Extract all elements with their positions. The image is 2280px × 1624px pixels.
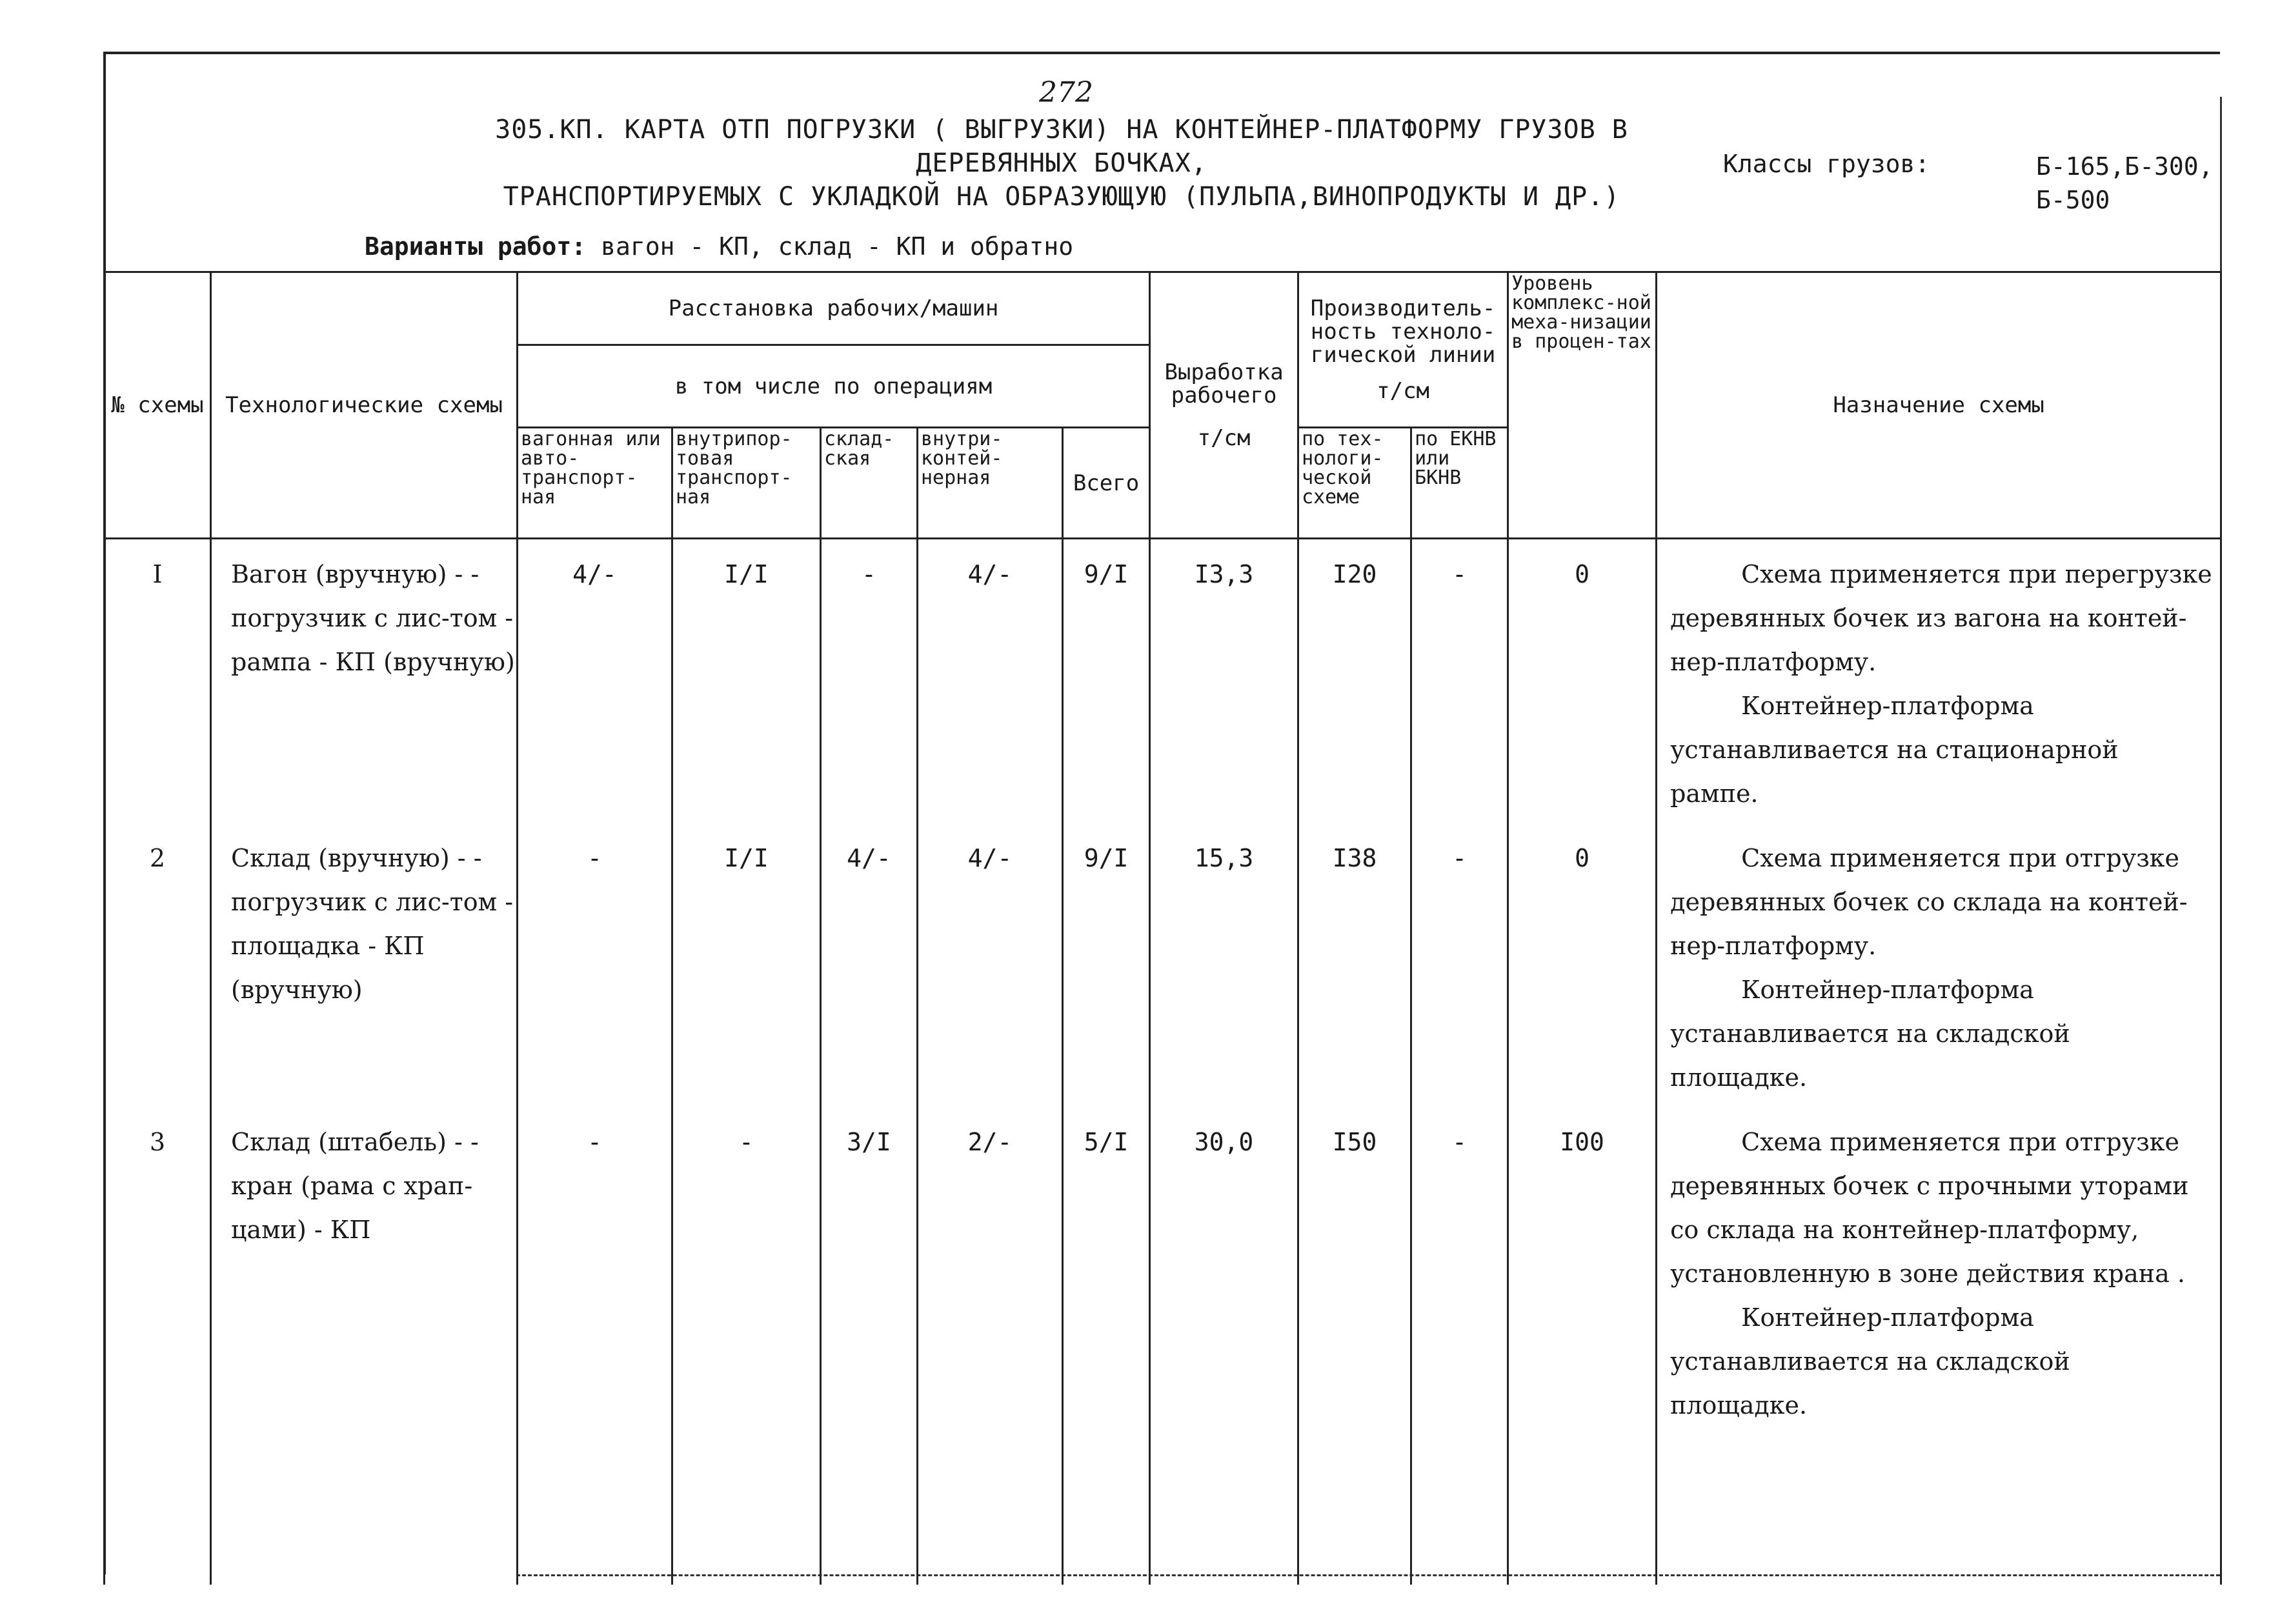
- cell-mechanization: 0: [1508, 539, 1657, 824]
- header-scheme-no: № схемы: [105, 272, 211, 539]
- cell-intracontainer: 4/-: [918, 539, 1063, 824]
- purpose-paragraph: Контейнер-платформа устанавливается на складской площадке.: [1670, 976, 2070, 1092]
- purpose-paragraph: Схема применяется при перегрузке деревянных бочек из вагона на контей-нер-платформу.: [1670, 560, 2212, 676]
- cargo-classes-value: Б-165,Б-300, Б-500: [2036, 152, 2214, 214]
- purpose-paragraph: Контейнер-платформа устанавливается на складской площадке.: [1670, 1303, 2070, 1419]
- cell-output: 15,3: [1150, 823, 1298, 1107]
- cell-scheme: Вагон (вручную) - - погрузчик с лис-том - рампа - КП (вручную): [211, 539, 518, 824]
- cell-total: 9/I: [1063, 539, 1150, 824]
- work-variants: [365, 232, 1073, 261]
- cell-by-tech-scheme: I20: [1298, 539, 1411, 824]
- cell-intracontainer: 2/-: [918, 1107, 1063, 1585]
- header-wagon-auto: вагонная или авто-транспорт-ная: [518, 428, 672, 539]
- cell-warehouse: -: [821, 539, 918, 824]
- header-output: [1150, 272, 1298, 539]
- header-productivity-label: Производитель-ность техноло-гической линии: [1310, 296, 1496, 368]
- cell-output: I3,3: [1150, 539, 1298, 824]
- header-mechanization: Уровень комплекс-ной меха-низации в процен-тах: [1508, 272, 1657, 539]
- header-warehouse: склад-ская: [821, 428, 918, 539]
- table-row: [105, 1107, 2221, 1585]
- header-purpose: Назначение схемы: [1657, 272, 2221, 539]
- cell-wagon-auto: 4/-: [518, 539, 672, 824]
- header-output-label: Выработка рабочего: [1164, 359, 1284, 408]
- table-row: [105, 823, 2221, 1107]
- cell-by-tech-scheme: I50: [1298, 1107, 1411, 1585]
- work-variants-label: Варианты работ:: [365, 232, 587, 261]
- header-tech-schemes: Технологические схемы: [211, 272, 518, 539]
- cell-by-eknv: -: [1411, 1107, 1508, 1585]
- purpose-paragraph: Контейнер-платформа устанавливается на стационарной рампе.: [1670, 692, 2119, 808]
- header-intraport: внутрипор-товая транспорт-ная: [672, 428, 821, 539]
- frame-top-border: [103, 52, 2220, 54]
- cell-scheme-no: I: [105, 539, 211, 824]
- purpose-paragraph: Схема применяется при отгрузке деревянных бочек со склада на контей-нер-платформу.: [1670, 844, 2188, 960]
- technology-table: [103, 271, 2222, 1585]
- cell-by-tech-scheme: I38: [1298, 823, 1411, 1107]
- page-number: 272: [1039, 76, 1093, 109]
- cell-scheme-no: 3: [105, 1107, 211, 1585]
- work-variants-value: вагон - КП, склад - КП и обратно: [601, 232, 1074, 261]
- title-line-2: ТРАНСПОРТИРУЕМЫХ С УКЛАДКОЙ НА ОБРАЗУЮЩУЮ (ПУЛЬПА,ВИНОПРОДУКТЫ И ДР.): [503, 182, 1620, 212]
- cell-scheme-no: 2: [105, 823, 211, 1107]
- cell-total: 5/I: [1063, 1107, 1150, 1585]
- cell-purpose: [1657, 539, 2221, 824]
- cell-intraport: I/I: [672, 539, 821, 824]
- cell-wagon-auto: -: [518, 1107, 672, 1585]
- header-output-unit: т/см: [1197, 425, 1251, 451]
- cell-warehouse: 3/I: [821, 1107, 918, 1585]
- cell-mechanization: 0: [1508, 823, 1657, 1107]
- cell-mechanization: I00: [1508, 1107, 1657, 1585]
- cell-warehouse: 4/-: [821, 823, 918, 1107]
- document-title: [432, 113, 1691, 214]
- cell-scheme: Склад (штабель) - - кран (рама с храп-цами) - КП: [211, 1107, 518, 1585]
- header-total: Всего: [1063, 428, 1150, 539]
- cell-scheme: Склад (вручную) - - погрузчик с лис-том - площадка - КП (вручную): [211, 823, 518, 1107]
- cell-purpose: [1657, 1107, 2221, 1585]
- cell-purpose: [1657, 823, 2221, 1107]
- header-by-operations: в том числе по операциям: [518, 345, 1150, 428]
- cell-intraport: -: [672, 1107, 821, 1585]
- purpose-paragraph: Схема применяется при отгрузке деревянных бочек с прочными уторами со склада на контейнер-платформу, установленную в зоне действия крана .: [1670, 1128, 2189, 1288]
- header-by-tech-scheme: по тех-нологи-ческой схеме: [1298, 428, 1411, 539]
- cargo-classes-label: Классы грузов:: [1723, 150, 1930, 178]
- cell-total: 9/I: [1063, 823, 1150, 1107]
- header-by-eknv: по ЕКНВ или БКНВ: [1411, 428, 1508, 539]
- table-row: [105, 539, 2221, 824]
- cell-intraport: I/I: [672, 823, 821, 1107]
- header-placement: Расстановка рабочих/машин: [518, 272, 1150, 345]
- header-productivity-unit: т/см: [1377, 378, 1430, 404]
- title-line-1: 305.КП. КАРТА ОТП ПОГРУЗКИ ( ВЫГРУЗКИ) НА КОНТЕЙНЕР-ПЛАТФОРМУ ГРУЗОВ В ДЕРЕВЯННЫХ БОЧКАХ,: [495, 115, 1628, 178]
- cell-output: 30,0: [1150, 1107, 1298, 1585]
- header-intracontainer: внутри-контей-нерная: [918, 428, 1063, 539]
- header-productivity: [1298, 272, 1508, 428]
- cell-wagon-auto: -: [518, 823, 672, 1107]
- cell-by-eknv: -: [1411, 539, 1508, 824]
- cell-by-eknv: -: [1411, 823, 1508, 1107]
- cell-intracontainer: 4/-: [918, 823, 1063, 1107]
